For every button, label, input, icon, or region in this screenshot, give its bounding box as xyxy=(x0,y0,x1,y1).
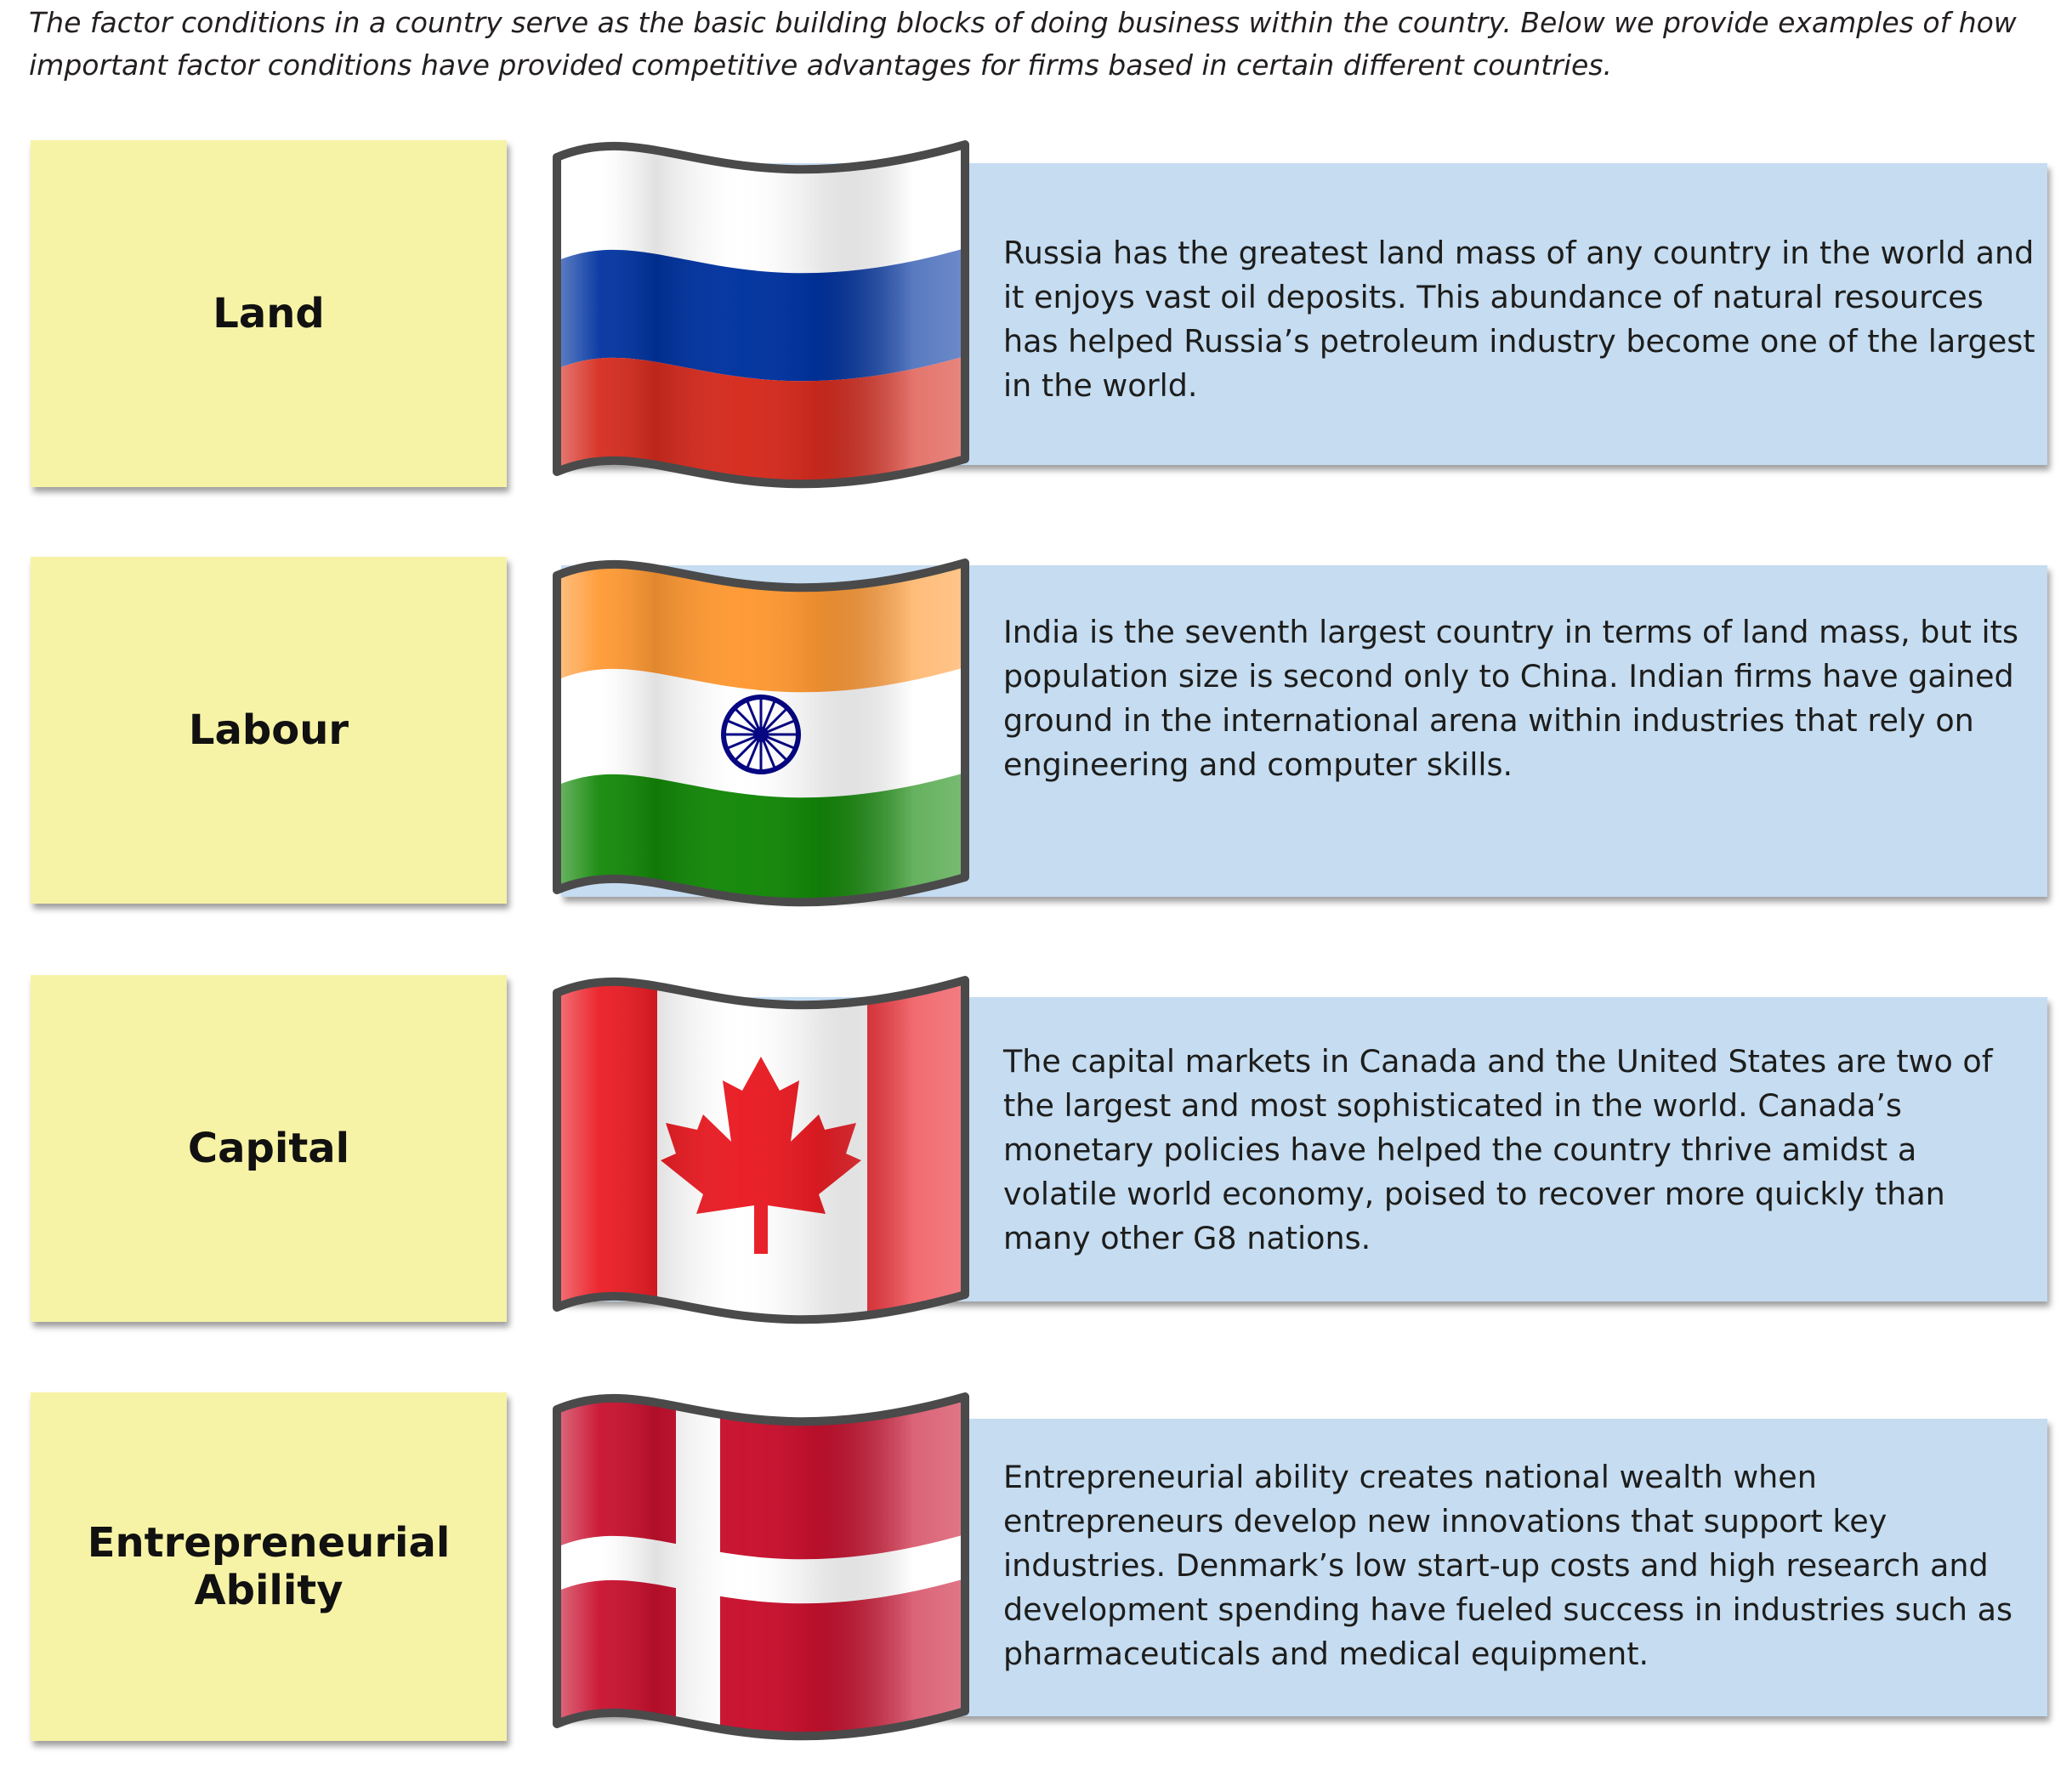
factor-row-entrepreneurial-ability xyxy=(0,1390,2072,1764)
factor-box xyxy=(31,975,507,1322)
intro-text: The factor conditions in a country serve as the basic building blocks of doing business within the country. Below we provide examples of how important factor conditions have provided competitive advantages for firms based in certain different countries. xyxy=(29,6,2017,82)
factor-box xyxy=(31,140,507,487)
description-text: India is the seventh largest country in terms of land mass, but its population size is second only to China. Indian firms have gained ground in the international arena within industries that rely on engineering and computer skills. xyxy=(1003,614,2018,783)
factor-row-labour xyxy=(0,554,2072,928)
factor-box xyxy=(31,1392,507,1741)
factor-label: Entrepreneurial Ability xyxy=(87,1519,451,1614)
factor-row-land xyxy=(0,136,2072,510)
factor-box xyxy=(31,557,507,904)
description-text: Entrepreneurial ability creates national wealth when entrepreneurs develop new innovations that support key industries. Denmark’s low start-up costs and high research and development spending have fueled success in industries such as pharmaceuticals and medical equipment. xyxy=(1003,1459,2013,1672)
factor-label: Labour xyxy=(188,706,349,754)
factor-label: Land xyxy=(213,290,325,337)
factor-label: Capital xyxy=(187,1125,350,1172)
russia-flag-icon xyxy=(548,136,978,510)
factor-row-capital xyxy=(0,973,2072,1347)
denmark-flag-icon xyxy=(548,1388,978,1762)
india-flag-icon xyxy=(548,554,978,928)
description-text: The capital markets in Canada and the United States are two of the largest and most sophisticated in the world. Canada’s monetary policies have helped the country thrive amidst a volatile world economy, poised to recover more quickly than many other G8 nations. xyxy=(1003,1043,1993,1256)
description-text: Russia has the greatest land mass of any country in the world and it enjoys vast oil deposits. This abundance of natural resources has helped Russia’s petroleum industry become one of the largest in the world. xyxy=(1003,235,2035,404)
canada-flag-icon xyxy=(548,972,978,1346)
